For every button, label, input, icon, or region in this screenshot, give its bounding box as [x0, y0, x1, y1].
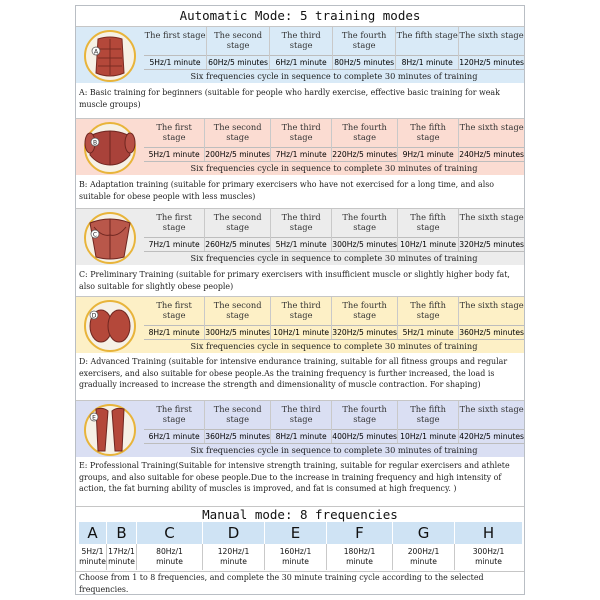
manual-value-cell: 120Hz/1 minute [203, 544, 265, 570]
manual-value-cell: 300Hz/1 minute [472, 547, 505, 566]
stage-name-label: The fourth stage [342, 300, 387, 320]
product-info-sheet [75, 5, 525, 595]
stage-name-label: The third stage [281, 212, 321, 232]
stage-cell [271, 209, 332, 251]
stage-name-label: The second stage [213, 404, 262, 424]
mode-d-stage-3: 10Hz/1 minute [271, 325, 331, 339]
mode-b-stage-3: 7Hz/1 minute [271, 147, 331, 161]
stage-name-label: The fifth stage [410, 212, 446, 232]
stage-cell [205, 297, 271, 339]
stage-cell [144, 297, 205, 339]
mode-d-stage-4: 320Hz/5 minutes [332, 325, 397, 339]
stage-cell [459, 401, 524, 443]
stage-name-label: The second stage [213, 300, 262, 320]
mode-a-stage-2: 60Hz/5 minutes [207, 55, 269, 69]
stage-name-label: The fourth stage [342, 122, 387, 142]
mode-a-stage-4: 80Hz/5 minutes [333, 55, 395, 69]
manual-header-cell: C [137, 522, 203, 544]
stage-cell [144, 209, 205, 251]
mode-e-section [76, 401, 524, 505]
mode-b-stage-1: 5Hz/1 minute [144, 147, 204, 161]
stage-name-label: The sixth stage [459, 404, 524, 414]
stage-cell [459, 27, 524, 69]
mode-a-stage-3: 6Hz/1 minute [270, 55, 332, 69]
stage-cell [144, 401, 205, 443]
stage-name-label: The first stage [144, 30, 206, 40]
stage-name-label: The sixth stage [459, 122, 524, 132]
mode-c-cycle-text: Six frequencies cycle in sequence to complete 30 minutes of training [144, 251, 524, 264]
stage-cell [396, 27, 459, 69]
stage-name-label: The sixth stage [459, 300, 524, 310]
mode-a-description: A: Basic training for beginners (suitable for people who hardly exercise, effective basic training for weak muscle groups) [79, 88, 500, 109]
stage-name-label: The third stage [281, 30, 321, 50]
stage-cell [144, 119, 205, 161]
stage-cell [459, 119, 524, 161]
stage-name-label: The third stage [281, 122, 321, 142]
stage-cell [398, 401, 459, 443]
stage-name-label: The fifth stage [396, 30, 458, 40]
manual-value-cell: 160Hz/1 minute [265, 544, 327, 570]
stage-name-label: The first stage [156, 300, 192, 320]
mode-d-stage-1: 8Hz/1 minute [144, 325, 204, 339]
stage-name-label: The sixth stage [459, 212, 524, 222]
mode-e-description: E: Professional Training(Suitable for intensive strength training, suitable for regular exercisers and athlete groups, and also suitable for obese people.Due to the increase in training frequency and high intensity of action, the fat burning ability of muscles is improved, and fat is consumed at high frequency. ) [79, 461, 510, 493]
manual-mode-title: Manual mode: 8 frequencies [202, 507, 398, 522]
stage-name-label: The sixth stage [459, 30, 524, 40]
mode-d-stage-5: 5Hz/1 minute [398, 325, 458, 339]
mode-a-stage-row [144, 27, 524, 69]
mode-c-description: C: Preliminary Training (suitable for primary exercisers with insufficient muscle or slightly higher body fat, also suitable for slightly obese people) [79, 270, 510, 291]
svg-text:A: A [93, 48, 99, 56]
stage-cell [332, 119, 398, 161]
mode-c-stage-4: 300Hz/5 minutes [332, 237, 397, 251]
mode-e-stage-6: 420Hz/5 minutes [459, 429, 524, 443]
manual-mode-table [79, 522, 522, 570]
manual-header-cell: D [203, 522, 265, 544]
stage-cell [332, 209, 398, 251]
svg-text:C: C [92, 231, 98, 239]
mode-d-stage-row [144, 297, 524, 339]
mode-a-stage-1: 5Hz/1 minute [144, 55, 206, 69]
stage-name-label: The fifth stage [410, 122, 446, 142]
mode-e-stage-4: 400Hz/5 minutes [332, 429, 397, 443]
mode-a-stage-6: 120Hz/5 minutes [459, 55, 524, 69]
mode-e-cycle-text: Six frequencies cycle in sequence to complete 30 minutes of training [144, 443, 524, 456]
mode-b-stage-4: 220Hz/5 minutes [332, 147, 397, 161]
mode-a-stage-5: 8Hz/1 minute [396, 55, 458, 69]
mode-e-stage-3: 8Hz/1 minute [271, 429, 331, 443]
stage-cell [398, 209, 459, 251]
manual-value-cell: 5Hz/1 minute [79, 544, 107, 570]
mode-c-stage-row [144, 209, 524, 251]
manual-value-cell: 200Hz/1 minute [393, 544, 455, 570]
mode-d-stage-2: 300Hz/5 minutes [205, 325, 270, 339]
mode-a-cycle-text: Six frequencies cycle in sequence to complete 30 minutes of training [144, 69, 524, 82]
stage-cell [270, 27, 333, 69]
manual-header-cell: A [79, 522, 107, 544]
mode-b-stage-2: 200Hz/5 minutes [205, 147, 270, 161]
stage-cell [332, 297, 398, 339]
mode-c-section [76, 209, 524, 297]
manual-header-cell: H [482, 524, 495, 542]
manual-header-cell: F [327, 522, 393, 544]
stage-cell [333, 27, 396, 69]
stage-cell [459, 209, 524, 251]
stage-name-label: The first stage [156, 404, 192, 424]
mode-b-stage-5: 9Hz/1 minute [398, 147, 458, 161]
stage-cell [271, 401, 332, 443]
stage-name-label: The fourth stage [341, 30, 387, 50]
mode-e-stage-5: 10Hz/1 minute [398, 429, 458, 443]
mode-e-stage-2: 360Hz/5 minutes [205, 429, 270, 443]
stage-name-label: The fourth stage [342, 404, 387, 424]
mode-d-stage-6: 360Hz/5 minutes [459, 325, 524, 339]
mode-c-stage-1: 7Hz/1 minute [144, 237, 204, 251]
mode-d-description: D: Advanced Training (suitable for intensive endurance training, suitable for all fitness groups and regular exercisers, and also suitable for obese people.As the training frequency is further increased, the load is gradually increased to increase the strength and dimensionality of muscle contraction. For shaping) [79, 357, 508, 389]
stage-cell [207, 27, 270, 69]
stage-name-label: The fifth stage [410, 404, 446, 424]
stage-name-label: The third stage [281, 300, 321, 320]
stage-cell [398, 297, 459, 339]
manual-header-cell: G [393, 522, 455, 544]
mode-d-cycle-text: Six frequencies cycle in sequence to complete 30 minutes of training [144, 339, 524, 352]
manual-value-cell: 80Hz/1 minute [137, 544, 203, 570]
stage-cell [205, 119, 271, 161]
stage-cell [144, 27, 207, 69]
mode-c-stage-2: 260Hz/5 minutes [205, 237, 270, 251]
stage-name-label: The fifth stage [410, 300, 446, 320]
stage-name-label: The first stage [156, 122, 192, 142]
stage-name-label: The second stage [214, 30, 263, 50]
svg-text:D: D [91, 312, 97, 320]
manual-mode-note: Choose from 1 to 8 frequencies, and complete the 30 minute training cycle according to the selected frequencies. [79, 573, 484, 594]
stage-name-label: The fourth stage [342, 212, 387, 232]
mode-c-stage-3: 5Hz/1 minute [271, 237, 331, 251]
stage-cell [205, 209, 271, 251]
stage-cell [205, 401, 271, 443]
automatic-mode-title: Automatic Mode: 5 training modes [179, 8, 421, 23]
stage-cell [459, 297, 524, 339]
stage-cell [332, 401, 398, 443]
mode-b-stage-6: 240Hz/5 minutes [459, 147, 524, 161]
stage-name-label: The first stage [156, 212, 192, 232]
mode-d-section [76, 297, 524, 401]
manual-header-row [79, 522, 522, 544]
mode-b-description: B: Adaptation training (suitable for primary exercisers who have not exercised for a long time, and also suitable for obese people with less muscles) [79, 180, 495, 201]
stage-name-label: The second stage [213, 212, 262, 232]
manual-header-cell: B [107, 522, 137, 544]
mode-b-stage-row [144, 119, 524, 161]
mode-e-stage-row [144, 401, 524, 443]
svg-text:B: B [92, 139, 98, 147]
stage-cell [398, 119, 459, 161]
stage-cell [271, 119, 332, 161]
stage-cell [271, 297, 332, 339]
manual-value-cell: 180Hz/1 minute [327, 544, 393, 570]
mode-a-section [76, 27, 524, 117]
manual-values-row [79, 544, 522, 570]
stage-name-label: The second stage [213, 122, 262, 142]
stage-name-label: The third stage [281, 404, 321, 424]
manual-header-cell: E [265, 522, 327, 544]
svg-text:E: E [92, 414, 96, 422]
manual-value-cell: 17Hz/1 minute [107, 544, 137, 570]
mode-c-stage-5: 10Hz/1 minute [398, 237, 458, 251]
mode-b-cycle-text: Six frequencies cycle in sequence to complete 30 minutes of training [144, 161, 524, 174]
mode-c-stage-6: 320Hz/5 minutes [459, 237, 524, 251]
mode-b-section [76, 119, 524, 207]
mode-e-stage-1: 6Hz/1 minute [144, 429, 204, 443]
